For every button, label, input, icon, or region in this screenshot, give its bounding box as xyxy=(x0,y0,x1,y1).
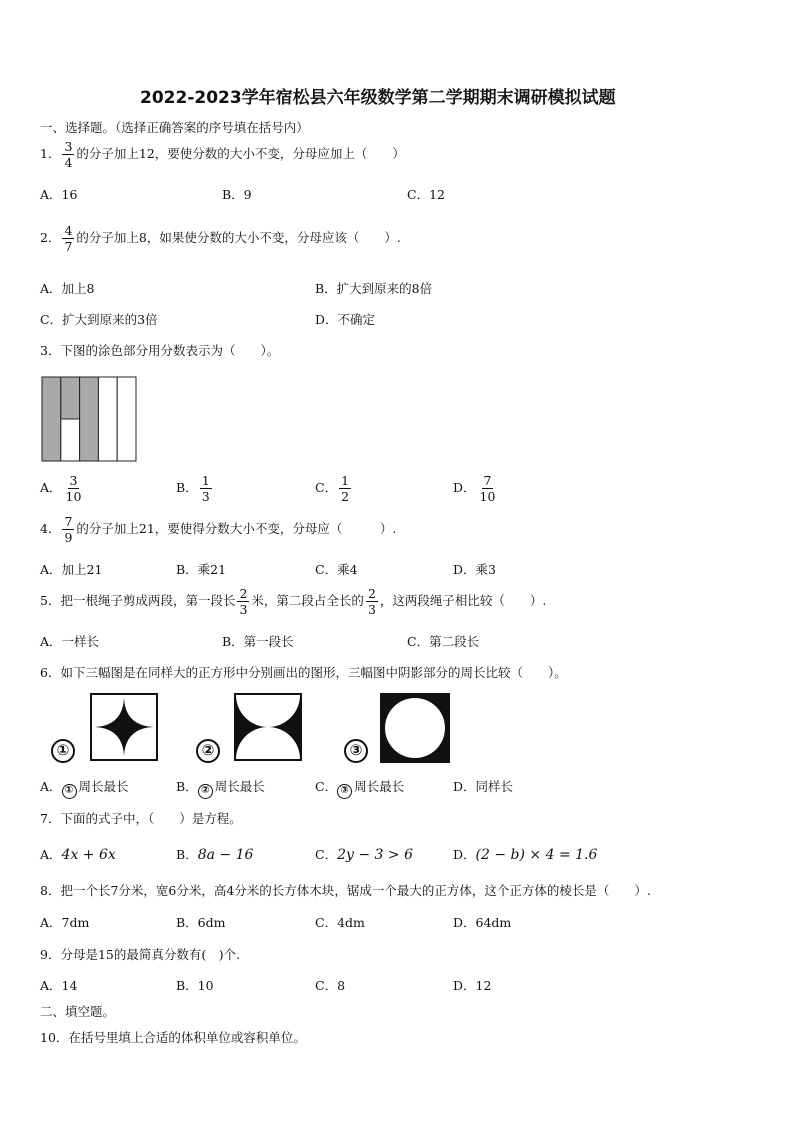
q2-option-b[interactable]: B．扩大到原来的8倍 xyxy=(315,281,433,296)
figure-2-square-arcs xyxy=(234,693,302,761)
figure-3-square-circle xyxy=(380,693,450,763)
q6-option-c[interactable]: C． ③ 周长最长 xyxy=(315,781,404,799)
figure-1-label: ① xyxy=(51,739,75,763)
question-1-number: 1． xyxy=(40,146,61,162)
fig-strip-1 xyxy=(42,377,61,461)
q5-option-a[interactable]: A．一样长 xyxy=(40,634,100,649)
figure-2-label: ② xyxy=(196,739,220,763)
fig-strip-5 xyxy=(117,377,136,461)
fig-strip-2-top xyxy=(61,377,80,419)
q3-option-c[interactable]: C． $\frac{1}{2}$ xyxy=(315,473,350,505)
q3-option-b-fraction: $\frac{1}{3}$ xyxy=(201,473,210,505)
question-5-fraction-2: $\frac{2}{3}$ xyxy=(367,586,376,618)
question-2 xyxy=(40,224,401,253)
question-2-number: 2． xyxy=(40,230,61,246)
question-6-text: 6．如下三幅图是在同样大的正方形中分别画出的图形，三幅图中阴影部分的周长比较（ ）。 xyxy=(40,665,567,680)
question-4 xyxy=(40,515,396,544)
q3-option-a[interactable]: A． $\frac{3}{10}$ xyxy=(40,473,82,505)
q3-option-a-fraction: $\frac{3}{10}$ xyxy=(65,473,82,505)
question-1 xyxy=(40,140,405,169)
figure-1-square-star xyxy=(90,693,158,761)
q3-option-d[interactable]: D． $\frac{7}{10}$ xyxy=(453,473,496,505)
q2-option-d[interactable]: D．不确定 xyxy=(315,312,376,327)
question-1-fraction: $\frac{3}{4}$ xyxy=(64,139,73,171)
q9-option-b[interactable]: B．10 xyxy=(176,978,214,993)
q8-option-b[interactable]: B．6dm xyxy=(176,915,226,930)
q7-option-b[interactable]: B．8a − 16 xyxy=(176,847,254,863)
q5-option-b[interactable]: B．第一段长 xyxy=(222,634,294,649)
q2-option-c[interactable]: C．扩大到原来的3倍 xyxy=(40,312,158,327)
section-heading-choice: 一、选择题。（选择正确答案的序号填在括号内） xyxy=(40,120,309,135)
question-1-text: 的分子加上12，要使分数的大小不变，分母应加上（ ） xyxy=(76,146,405,162)
question-7-text: 7．下面的式子中，（ ）是方程。 xyxy=(40,811,242,826)
question-4-fraction: $\frac{7}{9}$ xyxy=(64,514,73,546)
q8-option-a[interactable]: A．7dm xyxy=(40,915,90,930)
q9-option-a[interactable]: A．14 xyxy=(40,978,78,993)
question-5: 5．把一根绳子剪成两段，第一段长 $\frac{2}{3}$ 米，第二段占全长的 $\frac{2}{3}$ ，这两段绳子相比较（ ）. xyxy=(40,586,547,618)
question-3-figure xyxy=(41,376,137,462)
question-4-text: 的分子加上21，要使得分数大小不变，分母应（ ）. xyxy=(76,521,397,537)
q2-option-a[interactable]: A．加上8 xyxy=(40,281,95,296)
q3-option-b[interactable]: B． $\frac{1}{3}$ xyxy=(176,473,210,505)
figure-3-label: ③ xyxy=(344,739,368,763)
question-8-text: 8．把一个长7分米，宽6分米，高4分米的长方体木块，锯成一个最大的正方体，这个正方体的棱长是（ ）. xyxy=(40,883,651,898)
question-5-fraction-1: $\frac{2}{3}$ xyxy=(239,586,248,618)
q1-option-a[interactable]: A．16 xyxy=(40,187,78,202)
fig-strip-2-bottom xyxy=(61,419,80,461)
fig-strip-4 xyxy=(98,377,117,461)
page-title: 2022-2023学年宿松县六年级数学第二学期期末调研模拟试题 xyxy=(140,88,616,108)
section-heading-fill: 二、填空题。 xyxy=(40,1004,116,1019)
q9-option-d[interactable]: D．12 xyxy=(453,978,492,993)
question-2-fraction: $\frac{4}{7}$ xyxy=(64,223,73,255)
q8-option-d[interactable]: D．64dm xyxy=(453,915,512,930)
question-3-text: 3．下图的涂色部分用分数表示为（ ）。 xyxy=(40,343,280,358)
fig-strip-3 xyxy=(80,377,99,461)
question-2-text: 的分子加上8，如果使分数的大小不变，分母应该（ ）. xyxy=(76,230,401,246)
q1-option-c[interactable]: C．12 xyxy=(407,187,445,202)
q6-option-d[interactable]: D．同样长 xyxy=(453,779,514,794)
q7-option-c[interactable]: C．2y − 3 > 6 xyxy=(315,847,413,863)
q4-option-a[interactable]: A．加上21 xyxy=(40,562,103,577)
q4-option-b[interactable]: B．乘21 xyxy=(176,562,227,577)
q4-option-c[interactable]: C．乘4 xyxy=(315,562,358,577)
q6-option-b[interactable]: B． ② 周长最长 xyxy=(176,781,265,799)
q9-option-c[interactable]: C．8 xyxy=(315,978,346,993)
q5-option-c[interactable]: C．第二段长 xyxy=(407,634,480,649)
q6-option-a[interactable]: A． ① 周长最长 xyxy=(40,781,129,799)
q4-option-d[interactable]: D．乘3 xyxy=(453,562,496,577)
question-9-text: 9．分母是15的最简真分数有( )个. xyxy=(40,947,241,962)
q3-option-d-fraction: $\frac{7}{10}$ xyxy=(479,473,496,505)
q7-option-a[interactable]: A．4x + 6x xyxy=(40,847,116,863)
q7-option-d[interactable]: D．(2 − b) × 4 = 1.6 xyxy=(453,847,598,863)
q8-option-c[interactable]: C．4dm xyxy=(315,915,365,930)
q1-option-b[interactable]: B．9 xyxy=(222,187,252,202)
question-4-number: 4． xyxy=(40,521,61,537)
q3-option-c-fraction: $\frac{1}{2}$ xyxy=(341,473,350,505)
question-10-text: 10．在括号里填上合适的体积单位或容积单位。 xyxy=(40,1030,306,1045)
